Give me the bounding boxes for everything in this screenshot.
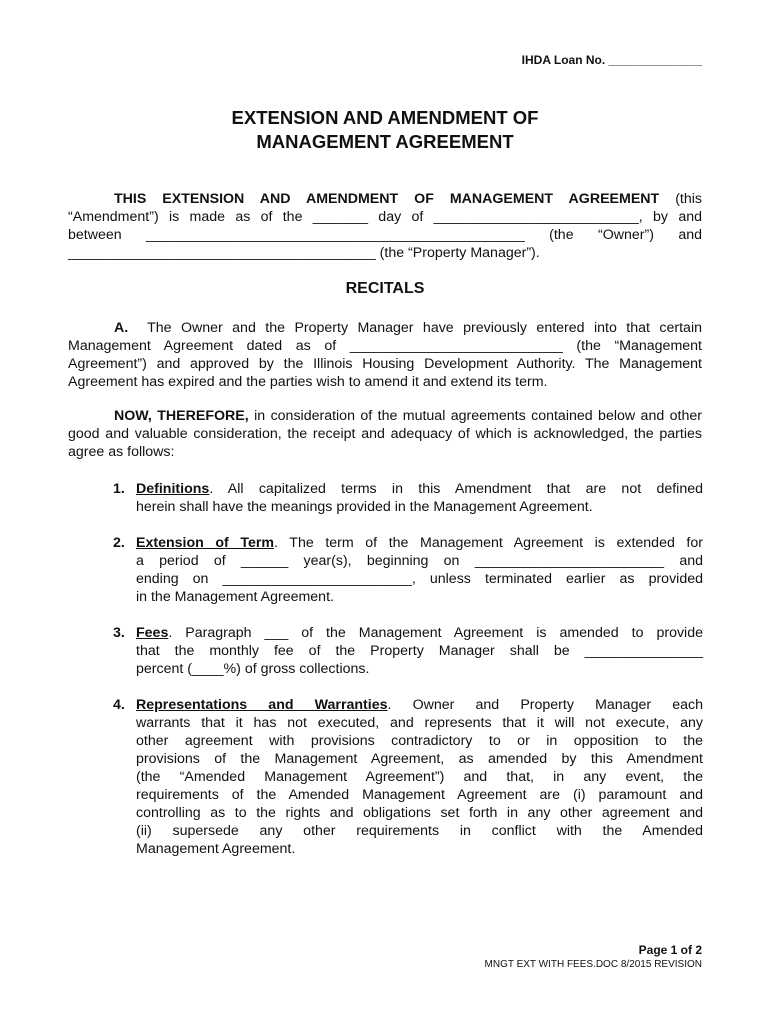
- section-number: 1.: [113, 481, 125, 497]
- section-2-line-4: in the Management Agreement.: [136, 589, 334, 605]
- section-definitions: [113, 480, 703, 516]
- section-4-line-3: other agreement with provisions contradictory to or in opposition to the: [136, 733, 703, 749]
- recital-a-line-4: Agreement has expired and the parties wish to amend it and extend its term.: [68, 374, 548, 390]
- section-4-line-7: controlling as to the rights and obligations set forth in any other agreement and: [136, 805, 703, 821]
- section-4-line-2: warrants that it has not executed, and represents that it will not execute, any: [136, 715, 703, 731]
- therefore-line-3: agree as follows:: [68, 444, 175, 460]
- section-2-line-2: a period of ______ year(s), beginning on ________________________ and: [136, 553, 703, 569]
- recital-a-line-2: Management Agreement dated as of ___________________________ (the “Management: [68, 338, 702, 354]
- page-number: Page 1 of 2: [638, 943, 702, 957]
- document-revision: MNGT EXT WITH FEES.DOC 8/2015 REVISION: [484, 959, 702, 970]
- section-fees: [113, 624, 703, 678]
- intro-line-4: _______________________________________ (the “Property Manager”).: [68, 245, 540, 261]
- recitals-heading: RECITALS: [345, 280, 425, 297]
- therefore-paragraph: [68, 407, 702, 461]
- ihda-loan-number: IHDA Loan No. ______________: [521, 53, 702, 67]
- section-2-line-1: Extension of Term. The term of the Management Agreement is extended for: [136, 535, 703, 551]
- section-extension-of-term: [113, 534, 703, 606]
- section-1-line-2: herein shall have the meanings provided in the Management Agreement.: [136, 499, 593, 515]
- section-number: 4.: [113, 697, 125, 713]
- intro-line-2: “Amendment”) is made as of the _______ day of __________________________, by and: [68, 209, 702, 225]
- intro-line-3: between ________________________________________________ (the “Owner”) and: [68, 227, 702, 243]
- recital-a-line-1: A. The Owner and the Property Manager have previously entered into that certain: [114, 320, 702, 336]
- section-3-line-2: that the monthly fee of the Property Manager shall be _______________: [136, 643, 703, 659]
- page-footer: [485, 943, 702, 970]
- section-4-line-9: Management Agreement.: [136, 841, 296, 857]
- title-line-2: MANAGEMENT AGREEMENT: [256, 131, 514, 152]
- section-4-line-8: (ii) supersede any other requirements in conflict with the Amended: [136, 823, 703, 839]
- section-4-line-6: requirements of the Amended Management Agreement are (i) paramount and: [136, 787, 703, 803]
- section-3-line-3: percent (____%) of gross collections.: [136, 661, 370, 677]
- title-line-1: EXTENSION AND AMENDMENT OF: [231, 107, 539, 128]
- section-3-line-1: Fees. Paragraph ___ of the Management Agreement is amended to provide: [136, 625, 703, 641]
- recital-a-line-3: Agreement”) and approved by the Illinois Housing Development Authority. The Management: [68, 356, 702, 372]
- recital-a-paragraph: [68, 319, 702, 391]
- section-4-line-4: provisions of the Management Agreement, as amended by this Amendment: [136, 751, 703, 767]
- section-number: 2.: [113, 535, 125, 551]
- document-title: [0, 106, 770, 154]
- therefore-line-2: good and valuable consideration, the receipt and adequacy of which is acknowledged, the parties: [68, 426, 702, 442]
- intro-paragraph: [68, 190, 702, 262]
- section-number: 3.: [113, 625, 125, 641]
- section-4-line-5: (the “Amended Management Agreement”) and that, in any event, the: [136, 769, 703, 785]
- section-1-line-1: Definitions. All capitalized terms in this Amendment that are not defined: [136, 481, 703, 497]
- section-4-line-1: Representations and Warranties. Owner and Property Manager each: [136, 697, 703, 713]
- section-2-line-3: ending on ________________________, unless terminated earlier as provided: [136, 571, 703, 587]
- therefore-line-1: NOW, THEREFORE, in consideration of the mutual agreements contained below and other: [114, 408, 702, 424]
- intro-line-1: THIS EXTENSION AND AMENDMENT OF MANAGEMENT AGREEMENT (this: [114, 191, 702, 207]
- section-representations-warranties: [113, 696, 703, 858]
